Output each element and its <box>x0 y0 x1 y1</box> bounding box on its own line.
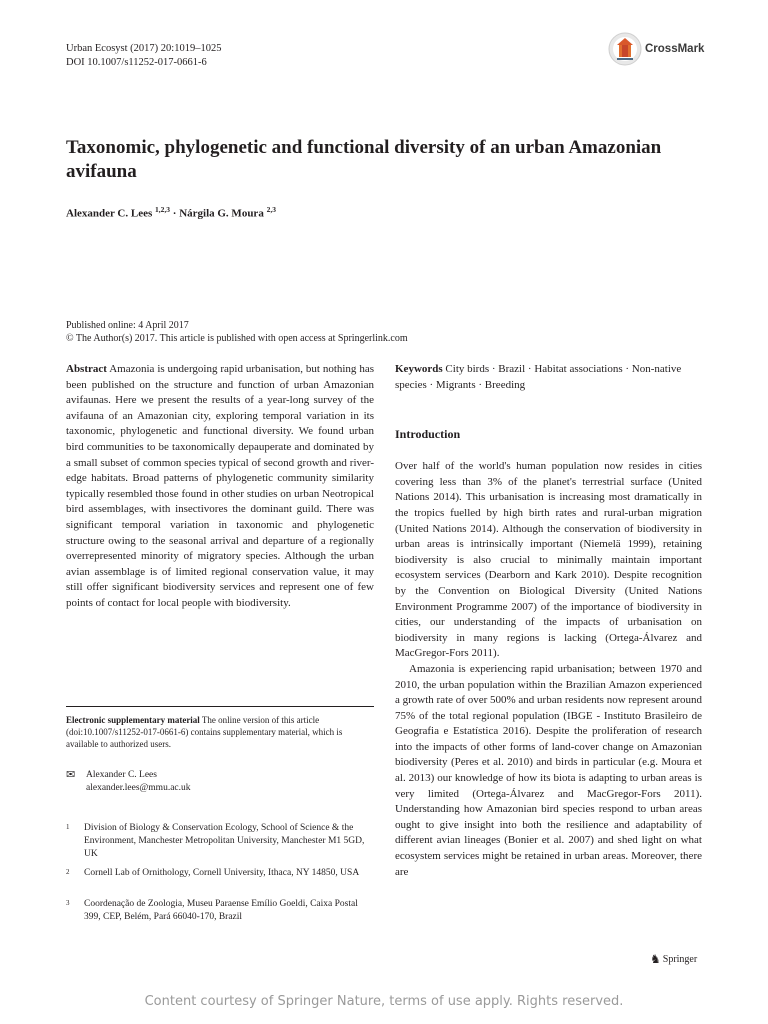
affiliation-text: Division of Biology & Conservation Ecology, School of Science & the Environment, Manchester Metropolitan University, Manchester M1 5GD, UK <box>84 823 365 859</box>
affiliation-number: 1 <box>66 823 70 831</box>
article-title: Taxonomic, phylogenetic and functional diversity of an urban Amazonian avifauna <box>66 137 662 182</box>
supplementary-note <box>66 706 374 750</box>
correspondence <box>66 769 374 795</box>
published-date: Published online: 4 April 2017 <box>66 320 189 331</box>
keywords-text: City birds · Brazil · Habitat associations · Non-native species · Migrants · Breeding <box>395 363 682 391</box>
copyright-notice: © The Author(s) 2017. This article is published with open access at Springerlink.com <box>66 333 408 344</box>
right-column <box>395 362 702 880</box>
author-line <box>66 205 276 220</box>
author-email[interactable]: alexander.lees@mmu.ac.uk <box>86 783 191 793</box>
author-separator: · <box>172 207 177 220</box>
publication-info <box>66 319 408 345</box>
affiliation-text: Cornell Lab of Ornithology, Cornell University, Ithaca, NY 14850, USA <box>84 868 360 878</box>
keywords <box>395 362 702 393</box>
introduction-heading: Introduction <box>395 427 461 442</box>
springer-horse-icon: ♞ <box>650 952 661 966</box>
author-name[interactable]: Nárgila G. Moura <box>179 207 264 220</box>
affiliation-number: 2 <box>66 868 70 876</box>
author-affil: 2,3 <box>266 205 276 214</box>
keywords-label: Keywords <box>395 363 443 375</box>
abstract-label: Abstract <box>66 363 107 375</box>
affiliation-number: 3 <box>66 899 70 907</box>
esm-label: Electronic supplementary material <box>66 715 200 725</box>
footer-notice: Content courtesy of Springer Nature, terms of use apply. Rights reserved. <box>144 994 624 1009</box>
crossmark-label: CrossMark <box>645 43 705 55</box>
introduction-paragraph: Over half of the world's human population now resides in cities covering less than 3% of the planet's terrestrial surface (United Nations 2014). This urbanisation is increasing most dramatically in the tropics fuelled by high birth rates and rural-urban migration (United Nations 2014). Although the conservation of biodiversity in urban areas is intrinsically important (Niemelä 1999), retaining biodiversity is also crucial to minimally maintain important ecosystem services (Dearborn and Kark 2010). Despite recognition by the Convention on Biological Diversity (United Nations Environment Programme 2007) of the importance of biodiversity in cities, our understanding of the impacts of urbanisation on biodiversity in many regions is lacking (Ortega-Álvarez and MacGregor-Fors 2011). <box>395 460 702 660</box>
abstract-text: Amazonia is undergoing rapid urbanisation, but nothing has been published on the structure and function of urban Amazonian avifaunas. Here we present the results of a year-long survey of the avifauna of an Amazonian city, exploring temporal variation in its taxonomic, phylogenetic and functional diversity. We found urban bird communities to be taxonomically depauperate and dominated by a small subset of common species typical of second growth and river-edge habitats. Broad patterns of phylogenetic community similarity typically resembled those found in other studies on urban Neotropical bird assemblages, with insectivores the dominant guild. There was significant temporal variation in taxonomic and phylogenetic structure owing to the seasonal arrival and departure of a regionally overrepresented minority of migratory species. Although the urban avian assemblage is of limited regional conservation value, it may still offer significant biodiversity services and represent one of few points of contact for local people with biodiversity. <box>66 363 374 609</box>
crossmark-icon <box>608 32 642 66</box>
esm-text: The online version of this article (doi:10.1007/s11252-017-0661-6) contains supplementary material, which is available to authorized users. <box>66 715 343 749</box>
envelope-icon: ✉ <box>66 769 76 781</box>
author-name[interactable]: Alexander C. Lees <box>66 207 153 220</box>
doi: DOI 10.1007/s11252-017-0661-6 <box>66 57 207 68</box>
affiliation-item <box>66 867 374 880</box>
left-column <box>66 362 374 612</box>
publisher-name: Springer <box>662 954 698 965</box>
corresponding-author: Alexander C. Lees <box>86 770 157 780</box>
crossmark-badge[interactable] <box>608 32 704 66</box>
introduction-paragraph: Amazonia is experiencing rapid urbanisation; between 1970 and 2010, the urban population within the Brazilian Amazon experienced a growth rate of over 500% and urban residents now represent around 75% of the total regional population (IBGE - Instituto Brasileiro de Geografia e Estatística 2016). Despite the proliferation of research into the impacts of other forms of land-cover change on Amazonian biodiversity (Peres et al. 2010) and birds in particular (e.g. Moura et al. 2013) our knowledge of how its biota is adapting to urban areas is very limited (Ortega-Álvarez and MacGregor-Fors 2011). Understanding how Amazonian bird species respond to urban areas ought to give insight into both the resilience and adaptability of different avian lineages (Bonier et al. 2007) and shed light on what ecosystem services might be retained in urban areas. Moreover, there are <box>395 662 702 878</box>
journal-header <box>66 42 221 70</box>
publisher-logo <box>650 952 697 967</box>
affiliation-text: Coordenação de Zoologia, Museu Paraense Emílio Goeldi, Caixa Postal 399, CEP, Belém, Pará 66040-170, Brazil <box>84 899 358 922</box>
journal-citation: Urban Ecosyst (2017) 20:1019–1025 <box>66 43 222 54</box>
affiliation-item <box>66 898 374 924</box>
affiliation-item <box>66 822 374 861</box>
abstract <box>66 362 374 612</box>
author-affil: 1,2,3 <box>155 205 171 214</box>
